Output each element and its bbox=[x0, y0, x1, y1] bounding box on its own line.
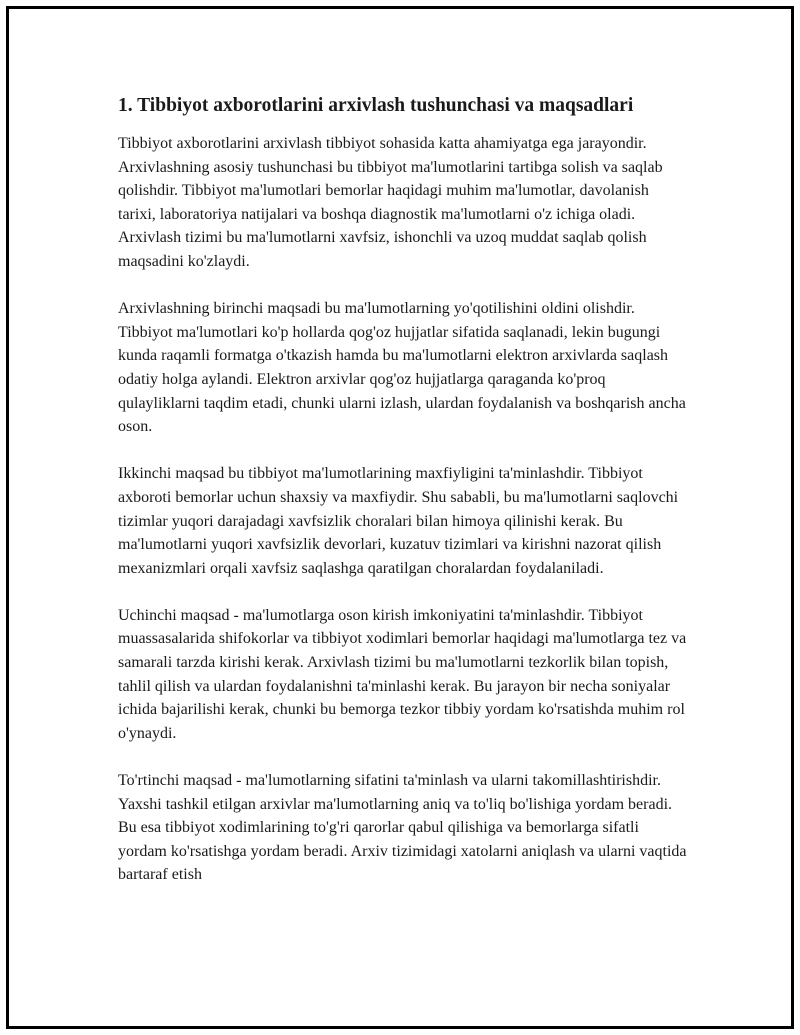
section-heading: 1. Tibbiyot axborotlarini arxivlash tushunchasi va maqsadlari bbox=[118, 95, 634, 116]
paragraph-intro: Tibbiyot axborotlarini arxivlash tibbiyot sohasida katta ahamiyatga ega jarayondir. Arxivlashning asosiy tushunchasi bu tibbiyot ma'lumotlarini tartibga solish va saqlab qolishdir. Tibbiyot ma'lumotlari bemorlar haqidagi muhim ma'lumotlar, davolanish tarixi, laboratoriya natijalari va boshqa diagnostik ma'lumotlarni o'z ichiga oladi. Arxivlash tizimi bu ma'lumotlarni xavfsiz, ishonchli va uzoq muddat saqlab qolish maqsadini ko'zlaydi. bbox=[118, 135, 663, 270]
paragraph-second-goal: Ikkinchi maqsad bu tibbiyot ma'lumotlarining maxfiyligini ta'minlashdir. Tibbiyot axboroti bemorlar uchun shaxsiy va maxfiydir. Shu sababli, bu ma'lumotlarni saqlovchi tizimlar yuqori darajadagi xavfsizlik choralari bilan himoya qilinishi kerak. Bu ma'lumotlarni yuqori xavfsizlik devorlari, kuzatuv tizimlari va kirishni nazorat qilish mexanizmlari orqali xavfsiz saqlashga qaratilgan choralardan foydalaniladi. bbox=[118, 465, 679, 577]
paragraph-third-goal: Uchinchi maqsad - ma'lumotlarga oson kirish imkoniyatini ta'minlashdir. Tibbiyot muassasalarida shifokorlar va tibbiyot xodimlari bemorlar haqidagi ma'lumotlarga tez va samarali tarzda kirishi kerak. Arxivlash tizimi bu ma'lumotlarni tezkorlik bilan topish, tahlil qilish va ulardan foydalanishni ta'minlashi kerak. Bu jarayon bir necha soniyalar ichida bajarilishi kerak, chunki bu bemorga tezkor tibbiy yordam ko'rsatishda muhim rol o'ynaydi. bbox=[118, 606, 687, 742]
paragraph-fourth-goal: To'rtinchi maqsad - ma'lumotlarning sifatini ta'minlash va ularni takomillashtirishdir. Yaxshi tashkil etilgan arxivlar ma'lumotlarning aniq va to'liq bo'lishiga yordam beradi. Bu esa tibbiyot xodimlarining to'g'ri qarorlar qabul qilishiga va bemorlarga sifatli yordam ko'rsatishga yordam beradi. Arxiv tizimidagi xatolarni aniqlash va ularni vaqtida bartaraf etish bbox=[118, 772, 687, 884]
document-body bbox=[118, 92, 688, 911]
paragraph-first-goal: Arxivlashning birinchi maqsadi bu ma'lumotlarning yo'qotilishini oldini olishdir. Tibbiyot ma'lumotlari ko'p hollarda qog'oz hujjatlar sifatida saqlanadi, lekin bugungi kunda raqamli formatga o'tkazish hamda bu ma'lumotlarni elektron arxivlarda saqlash odatiy holga aylandi. Elektron arxivlar qog'oz hujjatlarga qaraganda ko'proq qulayliklarni taqdim etadi, chunki ularni izlash, ulardan foydalanish va boshqarish ancha oson. bbox=[118, 300, 686, 436]
